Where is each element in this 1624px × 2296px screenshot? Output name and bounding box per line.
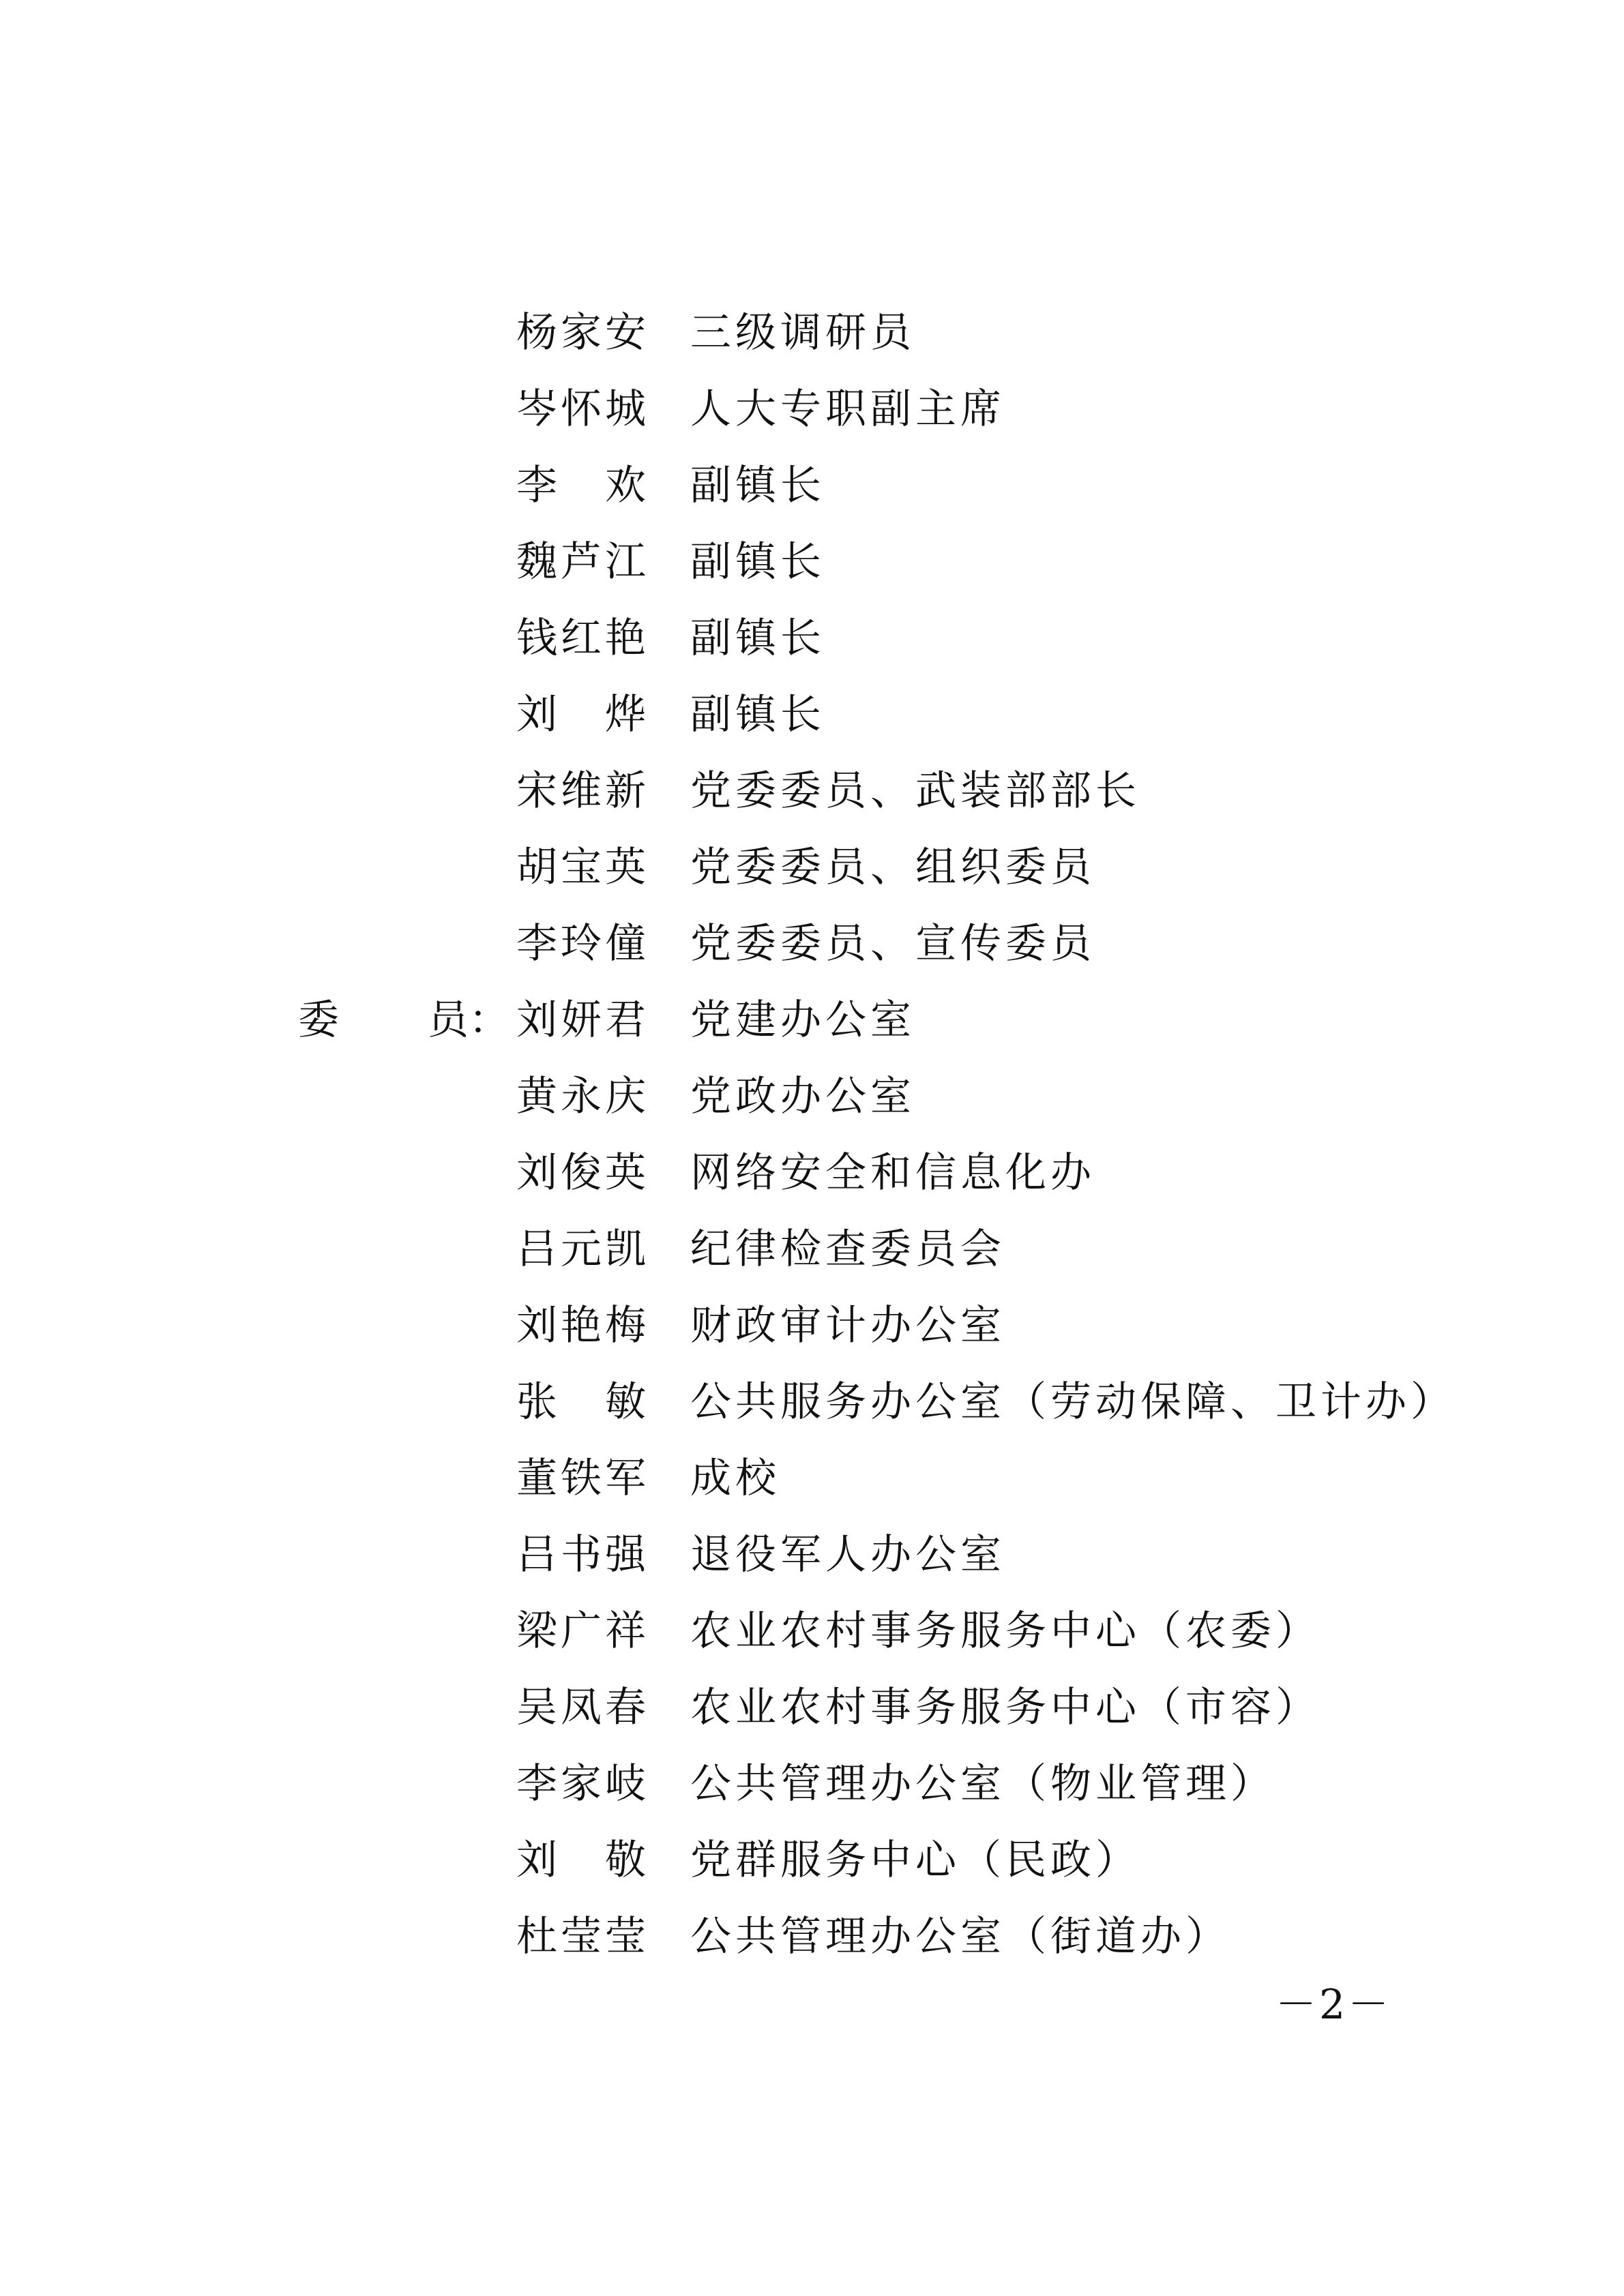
- member-name-char: 刘: [516, 691, 557, 739]
- member-name: [516, 524, 646, 600]
- roster-row: [0, 982, 1624, 1058]
- member-title: 副镇长: [690, 614, 825, 662]
- member-name: [516, 676, 646, 753]
- roster-row: [0, 295, 1624, 371]
- member-title: 党群服务中心（民政）: [690, 1836, 1140, 1884]
- roster-row: [0, 1822, 1624, 1898]
- member-name-char: 刘: [516, 1836, 557, 1884]
- member-name-char: 庆: [605, 1073, 646, 1120]
- member-name-char: 妍: [561, 996, 602, 1044]
- member-name-char: 红: [561, 614, 602, 662]
- roster-row: [0, 1746, 1624, 1822]
- roster-row: [0, 371, 1624, 447]
- member-title: 党建办公室: [690, 996, 915, 1044]
- member-name-char: 书: [561, 1531, 602, 1579]
- member-title: 党委委员、组织委员: [690, 844, 1095, 891]
- member-name-char: 宝: [561, 844, 602, 891]
- member-name-char: 敏: [605, 1378, 646, 1426]
- member-name-char: 莹: [605, 1913, 646, 1960]
- roster-row: [0, 1669, 1624, 1746]
- member-name-char: 家: [561, 309, 602, 357]
- member-name: [516, 1058, 646, 1135]
- member-name-char: 军: [605, 1455, 646, 1502]
- member-title: 成校: [690, 1455, 780, 1502]
- member-title: 退役军人办公室: [690, 1531, 1005, 1579]
- member-name-char: 英: [605, 1149, 646, 1197]
- roster-row: [0, 1440, 1624, 1517]
- member-name: [516, 1593, 646, 1669]
- member-name: [516, 295, 646, 371]
- role-label-char: 委: [298, 996, 339, 1044]
- member-title: 副镇长: [690, 462, 825, 509]
- member-name-char: 怀: [561, 385, 602, 433]
- member-name-char: 铁: [561, 1455, 602, 1502]
- member-name-char: 俊: [561, 1149, 602, 1197]
- roster-row: [0, 1211, 1624, 1287]
- member-title: 网络安全和信息化办: [690, 1149, 1095, 1197]
- member-name-char: 烨: [605, 691, 646, 739]
- member-name: [516, 829, 646, 906]
- member-name-char: 董: [516, 1455, 557, 1502]
- member-name-char: 钱: [516, 614, 557, 662]
- member-name-char: 新: [605, 767, 646, 815]
- roster-row: [0, 600, 1624, 676]
- member-name-char: 吕: [516, 1225, 557, 1273]
- member-title: 公共管理办公室（物业管理）: [690, 1760, 1275, 1808]
- member-title: 副镇长: [690, 691, 825, 739]
- member-title: 党政办公室: [690, 1073, 915, 1120]
- member-name: [516, 1440, 646, 1517]
- member-name-char: 梁: [516, 1607, 557, 1655]
- member-title: 党委委员、宣传委员: [690, 920, 1095, 968]
- member-name-char: 岑: [516, 385, 557, 433]
- member-name-char: 祥: [605, 1607, 646, 1655]
- member-name: [516, 447, 646, 524]
- roster-row: [0, 524, 1624, 600]
- member-title: 农业农村事务服务中心（农委）: [690, 1607, 1320, 1655]
- member-name-char: 李: [516, 920, 557, 968]
- member-name-char: 杜: [516, 1913, 557, 1960]
- member-name: [516, 1211, 646, 1287]
- member-name: [516, 1746, 646, 1822]
- member-name: [516, 1669, 646, 1746]
- member-name-char: 江: [605, 538, 646, 586]
- member-name-char: 吴: [516, 1684, 557, 1731]
- member-name-char: 杨: [516, 309, 557, 357]
- member-name: [516, 906, 646, 982]
- member-name: [516, 1364, 646, 1440]
- roster-row: [0, 906, 1624, 982]
- member-title: 农业农村事务服务中心（市容）: [690, 1684, 1320, 1731]
- member-name-char: 宋: [516, 767, 557, 815]
- member-name-char: 春: [605, 1684, 646, 1731]
- member-name-char: 刘: [516, 1149, 557, 1197]
- member-name: [516, 982, 646, 1058]
- member-name-char: 刘: [516, 1302, 557, 1350]
- member-title: 人大专职副主席: [690, 385, 1005, 433]
- member-name-char: 永: [561, 1073, 602, 1120]
- member-title: 副镇长: [690, 538, 825, 586]
- member-name-char: 君: [605, 996, 646, 1044]
- roster-row: [0, 1364, 1624, 1440]
- member-name-char: 敬: [605, 1836, 646, 1884]
- role-label-char: 员：: [428, 996, 510, 1044]
- member-name: [516, 1517, 646, 1593]
- member-name-char: 胡: [516, 844, 557, 891]
- roster-row: [0, 1287, 1624, 1364]
- member-name-char: 莹: [561, 1913, 602, 1960]
- member-roster: [0, 295, 1624, 1975]
- roster-row: [0, 829, 1624, 906]
- member-name-char: 黄: [516, 1073, 557, 1120]
- member-name: [516, 371, 646, 447]
- roster-row: [0, 1898, 1624, 1975]
- member-name-char: 刘: [516, 996, 557, 1044]
- member-name-char: 维: [561, 767, 602, 815]
- member-name-char: 安: [605, 309, 646, 357]
- member-title: 纪律检查委员会: [690, 1225, 1005, 1273]
- roster-row: [0, 1135, 1624, 1211]
- member-name-char: 广: [561, 1607, 602, 1655]
- member-name: [516, 600, 646, 676]
- member-name-char: 魏: [516, 538, 557, 586]
- member-name-char: 梅: [605, 1302, 646, 1350]
- member-name-char: 艳: [605, 614, 646, 662]
- member-name: [516, 1898, 646, 1975]
- member-title: 党委委员、武装部部长: [690, 767, 1140, 815]
- member-name-char: 强: [605, 1531, 646, 1579]
- roster-row: [0, 676, 1624, 753]
- member-name-char: 艳: [561, 1302, 602, 1350]
- member-name-char: 凤: [561, 1684, 602, 1731]
- member-name-char: 欢: [605, 462, 646, 509]
- member-name-char: 凯: [605, 1225, 646, 1273]
- member-title: 公共管理办公室（街道办）: [690, 1913, 1230, 1960]
- member-name: [516, 1287, 646, 1364]
- member-name-char: 英: [605, 844, 646, 891]
- member-name-char: 李: [516, 462, 557, 509]
- roster-row: [0, 1593, 1624, 1669]
- roster-row: [0, 447, 1624, 524]
- roster-row: [0, 753, 1624, 829]
- member-name-char: 张: [516, 1378, 557, 1426]
- member-name-char: 芦: [561, 538, 602, 586]
- member-name-char: 元: [561, 1225, 602, 1273]
- member-name-char: 家: [561, 1760, 602, 1808]
- member-title: 公共服务办公室（劳动保障、卫计办）: [690, 1378, 1456, 1426]
- member-name-char: 岐: [605, 1760, 646, 1808]
- member-title: 三级调研员: [690, 309, 915, 357]
- roster-row: [0, 1058, 1624, 1135]
- member-name: [516, 1135, 646, 1211]
- member-name: [516, 753, 646, 829]
- member-title: 财政审计办公室: [690, 1302, 1005, 1350]
- member-name-char: 吕: [516, 1531, 557, 1579]
- member-name-char: 城: [605, 385, 646, 433]
- role-label: [298, 982, 510, 1058]
- member-name-char: 玲: [561, 920, 602, 968]
- roster-row: [0, 1517, 1624, 1593]
- member-name-char: 僮: [605, 920, 646, 968]
- member-name: [516, 1822, 646, 1898]
- member-name-char: 李: [516, 1760, 557, 1808]
- page-number: －2－: [1275, 1981, 1392, 2029]
